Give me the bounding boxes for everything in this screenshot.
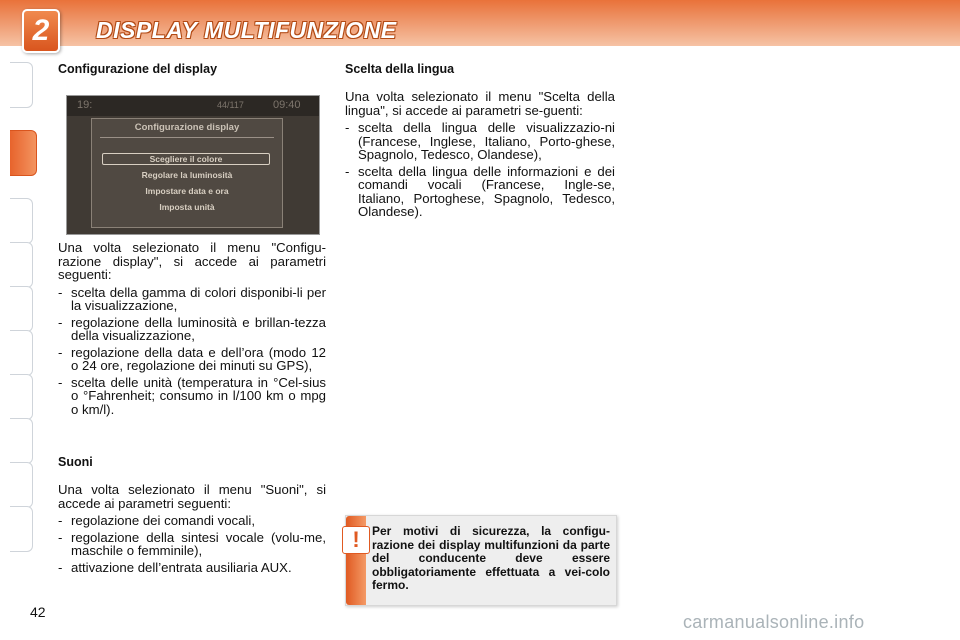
chapter-tab-4[interactable]: [10, 242, 33, 288]
language-intro: Una volta selezionato il menu "Scelta della lingua", si accede ai parametri se-guenti:: [345, 89, 615, 118]
display-screenshot: [66, 95, 320, 235]
status-right: 09:40: [273, 99, 301, 111]
sounds-list: [58, 514, 326, 574]
header-bar: [0, 0, 960, 46]
list-item: - scelta della lingua delle visualizzazio-ni (Francese, Inglese, Italiano, Porto-ghese, Spagnolo, Tedesco, Olandese),: [345, 121, 615, 162]
sounds-intro: Una volta selezionato il menu "Suoni", si accede ai parametri seguenti:: [58, 482, 326, 511]
list-item: - regolazione della data e dell’ora (modo 12 o 24 ore, regolazione dei minuti su GPS),: [58, 346, 326, 373]
display-config-intro: Una volta selezionato il menu "Configu-razione display", si accede ai parametri seguenti:: [58, 240, 326, 282]
chapter-tab-2-active[interactable]: [10, 130, 37, 176]
chapter-tab-6[interactable]: [10, 330, 33, 376]
screen-menu-title: Configurazione display: [134, 122, 240, 133]
chapter-badge: 2: [22, 9, 60, 53]
screen-menu-divider: [100, 137, 274, 138]
display-config-heading: Configurazione del display: [58, 62, 218, 76]
list-item: - scelta della gamma di colori disponibi-li per la visualizzazione,: [58, 286, 326, 313]
chapter-tab-7[interactable]: [10, 374, 33, 420]
exclamation-icon: !: [342, 526, 370, 554]
chapter-tab-3[interactable]: [10, 198, 33, 244]
page-title: DISPLAY MULTIFUNZIONE: [96, 17, 397, 43]
screen-menu-item: Regolare la luminosità: [141, 170, 233, 180]
safety-warning-box: [345, 515, 617, 606]
chapter-tab-5[interactable]: [10, 286, 33, 332]
screen-menu: [91, 118, 283, 228]
list-item: - scelta delle unità (temperatura in °Cel-sius o °Fahrenheit; consumo in l/100 km o mpg o km/l).: [58, 376, 326, 417]
language-section: [345, 90, 615, 222]
screen-menu-item: Impostare data e ora: [145, 186, 229, 196]
screen-menu-item: Scegliere il colore: [102, 153, 270, 165]
list-item: - regolazione della luminosità e brillan-tezza della visualizzazione,: [58, 316, 326, 343]
list-item: - regolazione dei comandi vocali,: [58, 514, 326, 528]
sounds-heading: Suoni: [58, 455, 93, 469]
list-item: - attivazione dell’entrata ausiliaria AUX.: [58, 561, 326, 575]
warning-text: Per motivi di sicurezza, la configu-razione dei display multifunzioni da parte del conducente deve essere obbligatoriamente effettuata a vei-colo fermo.: [372, 524, 610, 592]
chapter-tab-8[interactable]: [10, 418, 33, 464]
list-item: - regolazione della sintesi vocale (volu-me, maschile o femminile),: [58, 531, 326, 558]
list-item: - scelta della lingua delle informazioni e dei comandi vocali (Francese, Ingle-se, Italiano, Portoghese, Spagnolo, Tedesco, Olandese).: [345, 165, 615, 219]
chapter-tab-10[interactable]: [10, 506, 33, 552]
page-number: 42: [30, 604, 46, 620]
language-heading: Scelta della lingua: [345, 62, 455, 76]
watermark: carmanualsonline.info: [683, 612, 865, 632]
language-list: [345, 121, 615, 219]
screen-status-bar: [67, 96, 319, 116]
chapter-tab-9[interactable]: [10, 462, 33, 508]
chapter-tab-1[interactable]: [10, 62, 33, 108]
display-config-section: [58, 241, 326, 419]
display-config-list: [58, 286, 326, 417]
screen-menu-item: Imposta unità: [159, 202, 215, 212]
sounds-section: [58, 483, 326, 577]
status-left: 19:: [77, 99, 93, 111]
status-mid: 44/117: [217, 100, 244, 110]
